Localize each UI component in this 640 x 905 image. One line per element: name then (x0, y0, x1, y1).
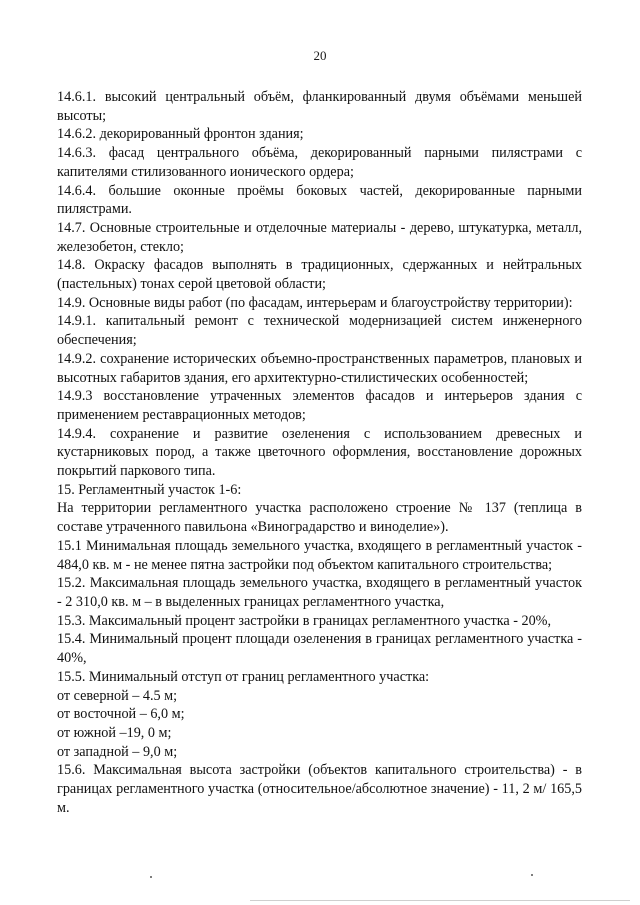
paragraph-14-6-4: 14.6.4. большие оконные проёмы боковых частей, декорированные парными пилястрами. (57, 182, 582, 218)
paragraph-14-9-3: 14.9.3 восстановление утраченных элементов фасадов и интерьеров здания с применением реставрационных методов; (57, 388, 582, 423)
paragraph-14-6-1: 14.6.1. высокий центральный объём, фланкированный двумя объёмами меньшей высоты; (57, 89, 582, 124)
paragraph-15-5: 15.5. Минимальный отступ от границ регламентного участка: (57, 668, 430, 685)
paragraph-14-9-2: 14.9.2. сохранение исторических объемно-пространственных параметров, плановых и высотных габаритов здания, его архитектурно-стилистических особенностей; (57, 350, 582, 386)
setback-north: от северной – 4.5 м; (57, 687, 178, 704)
paragraph-14-9-4: 14.9.4. сохранение и развитие озеленения с использованием древесных и кустарниковых пород, а также цветочного оформления, восстановление дорожных покрытий паркового типа. (57, 425, 582, 480)
paragraph-14-9: 14.9. Основные виды работ (по фасадам, интерьерам и благоустройству территории): (57, 294, 573, 311)
scan-speck (531, 874, 533, 876)
page-number: 20 (313, 48, 327, 63)
document-body (57, 88, 582, 817)
section-15-heading: 15. Регламентный участок 1-6: (57, 481, 242, 498)
scan-speck (150, 876, 152, 878)
paragraph-15-6: 15.6. Максимальная высота застройки (объектов капитального строительства) - в границах регламентного участка (относительное/абсолютное значение) - 11, 2 м/ 165,5 м. (57, 762, 582, 816)
paragraph-14-7: 14.7. Основные строительные и отделочные материалы - дерево, штукатурка, металл, железобетон, стекло; (57, 219, 582, 255)
paragraph-15-3: 15.3. Максимальный процент застройки в границах регламентного участка - 20%, (57, 612, 552, 629)
paragraph-14-6-2: 14.6.2. декорированный фронтон здания; (57, 126, 304, 143)
paragraph-15-intro: На территории регламентного участка расположено строение № 137 (теплица в составе утраченного павильона «Виноградарство и виноделие»). (57, 500, 582, 536)
scan-edge-line (250, 900, 630, 901)
paragraph-14-8: 14.8. Окраску фасадов выполнять в традиционных, сдержанных и нейтральных (пастельных) тонах серой цветовой области; (57, 257, 582, 293)
paragraph-14-9-1: 14.9.1. капитальный ремонт с технической модернизацией систем инженерного обеспечения; (57, 313, 582, 349)
paragraph-15-2: 15.2. Максимальная площадь земельного участка, входящего в регламентный участок - 2 310,0 кв. м – в выделенных границах регламентного участка, (57, 575, 582, 610)
setback-east: от восточной – 6,0 м; (57, 706, 185, 723)
setback-west: от западной – 9,0 м; (57, 743, 178, 760)
paragraph-14-6-3: 14.6.3. фасад центрального объёма, декорированный парными пилястрами с капителями стилизованного ионического ордера; (57, 145, 582, 180)
paragraph-15-1: 15.1 Минимальная площадь земельного участка, входящего в регламентный участок - 484,0 кв. м - не менее пятна застройки под объектом капитального строительства; (57, 537, 582, 573)
paragraph-15-4: 15.4. Минимальный процент площади озеленения в границах регламентного участка - 40%, (57, 631, 582, 667)
setback-south: от южной –19, 0 м; (57, 724, 172, 741)
